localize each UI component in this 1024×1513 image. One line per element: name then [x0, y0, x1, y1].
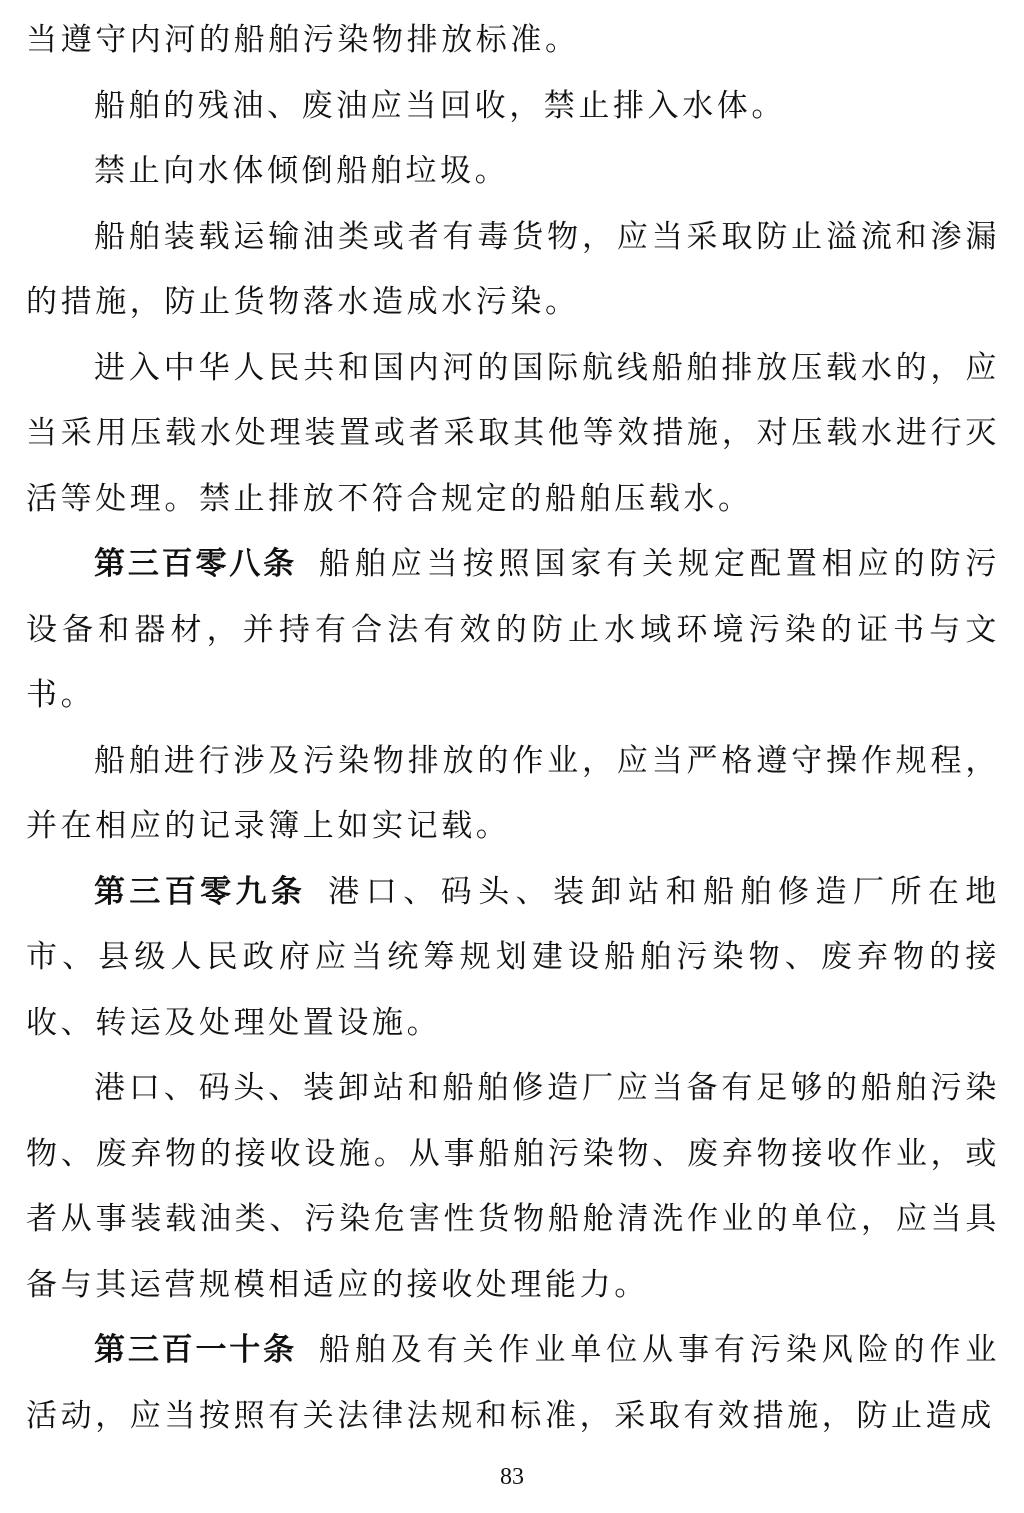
- paragraph: [26, 74, 1000, 140]
- paragraph-text: 船舶装载运输油类或者有毒货物，应当采取防止溢流和渗漏的措施，防止货物落水造成水污染。: [26, 218, 1000, 320]
- paragraph-text: 船舶应当按照国家有关规定配置相应的防污设备和器材，并持有合法有效的防止水域环境污染的证书与文书。: [26, 546, 1000, 713]
- paragraph-text: 港口、码头、装卸站和船舶修造厂所在地市、县级人民政府应当统筹规划建设船舶污染物、废弃物的接收、转运及处理处置设施。: [26, 873, 1001, 1041]
- paragraph-continuation: [26, 8, 1000, 74]
- paragraph: [26, 336, 1000, 533]
- paragraph-text: 船舶的残油、废油应当回收，禁止排入水体。: [94, 87, 786, 124]
- paragraph: [26, 205, 1000, 336]
- article-309: [26, 860, 1000, 1057]
- article-310: [26, 1318, 1000, 1449]
- paragraph: [26, 139, 1000, 205]
- paragraph-text: 港口、码头、装卸站和船舶修造厂应当备有足够的船舶污染物、废弃物的接收设施。从事船舶污染物、废弃物接收作业，或者从事装载油类、污染危害性货物船舱清洗作业的单位，应当具备与其运营规模相适应的接收处理能力。: [26, 1070, 1000, 1303]
- paragraph-text: 进入中华人民共和国内河的国际航线船舶排放压载水的，应当采用压载水处理装置或者采取其他等效措施，对压载水进行灭活等处理。禁止排放不符合规定的船舶压载水。: [26, 349, 1000, 517]
- paragraph: [26, 729, 1000, 860]
- paragraph-text: 当遵守内河的船舶污染物排放标准。: [26, 22, 580, 58]
- article-number: 第三百零八条: [94, 546, 297, 582]
- paragraph-text: 船舶及有关作业单位从事有污染风险的作业活动，应当按照有关法律法规和标准，采取有效措施，防止造成: [26, 1332, 1000, 1434]
- paragraph-text: 禁止向水体倾倒船舶垃圾。: [94, 153, 510, 189]
- paragraph: [26, 1056, 1000, 1318]
- page-number: 83: [500, 1464, 524, 1490]
- paragraph-text: 船舶进行涉及污染物排放的作业，应当严格遵守操作规程，并在相应的记录簿上如实记载。: [26, 742, 1000, 844]
- article-number: 第三百零九条: [94, 873, 307, 910]
- document-body: [26, 8, 1000, 1449]
- article-number: 第三百一十条: [94, 1332, 297, 1368]
- article-308: [26, 532, 1000, 729]
